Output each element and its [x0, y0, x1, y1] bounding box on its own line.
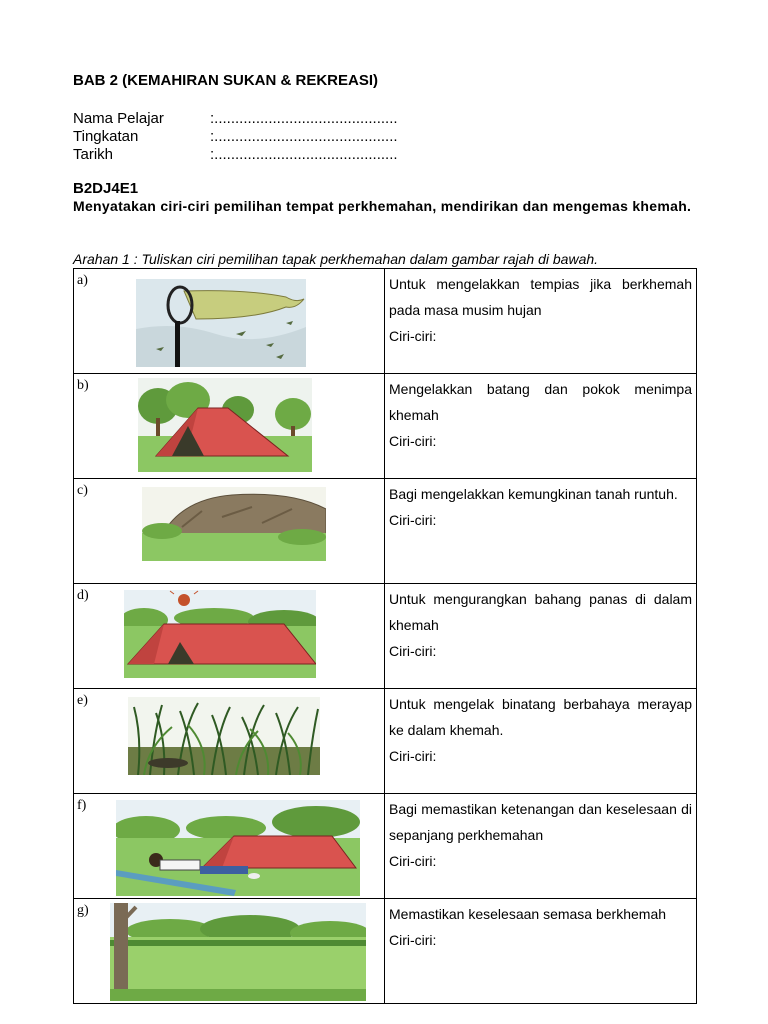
field-tarikh — [73, 146, 398, 164]
field-label: Tingkatan — [73, 128, 139, 145]
open-field-icon — [110, 903, 366, 1001]
row-letter: d) — [77, 588, 89, 603]
row-letter: e) — [77, 693, 88, 708]
section-objective: Menyatakan ciri-ciri pemilihan tempat perkhemahan, mendirikan dan mengemas khemah. — [73, 198, 692, 214]
tall-grass-icon — [128, 697, 320, 775]
tent-in-sun-icon — [124, 590, 316, 678]
hill-mound-icon — [142, 487, 326, 561]
table-row — [74, 899, 697, 1004]
field-blank: :............................................ — [210, 110, 398, 127]
table-row — [74, 794, 697, 899]
ciri-label: Ciri-ciri: — [389, 643, 437, 659]
field-label: Nama Pelajar — [73, 110, 164, 127]
section-code: B2DJ4E1 — [73, 180, 139, 197]
description-cell — [385, 899, 697, 1004]
ciri-label: Ciri-ciri: — [389, 433, 437, 449]
field-blank: :............................................ — [210, 128, 398, 145]
row-letter: g) — [77, 903, 89, 918]
field-blank: :............................................ — [210, 146, 398, 163]
picture-cell — [74, 689, 385, 794]
table-row — [74, 374, 697, 479]
description-cell — [385, 584, 697, 689]
description-text: Untuk mengelakkan tempias jika berkhemah pada masa musim hujan — [389, 276, 692, 318]
description-cell — [385, 269, 697, 374]
resting-camper-icon — [116, 800, 360, 896]
description-cell — [385, 689, 697, 794]
table-row — [74, 269, 697, 374]
tent-under-trees-icon — [138, 378, 312, 472]
description-cell — [385, 794, 697, 899]
row-letter: c) — [77, 483, 88, 498]
ciri-label: Ciri-ciri: — [389, 853, 437, 869]
ciri-label: Ciri-ciri: — [389, 328, 437, 344]
description-text: Bagi mengelakkan kemungkinan tanah runtuh. — [389, 486, 678, 502]
table-row — [74, 689, 697, 794]
instruction-text: Arahan 1 : Tuliskan ciri pemilihan tapak perkhemahan dalam gambar rajah di bawah. — [73, 251, 599, 267]
picture-cell — [74, 584, 385, 689]
field-label: Tarikh — [73, 146, 114, 163]
description-text: Bagi memastikan ketenangan dan keselesaan di sepanjang perkhemahan — [389, 801, 692, 843]
worksheet-table — [73, 268, 697, 1004]
description-text: Mengelakkan batang dan pokok menimpa khemah — [389, 381, 692, 423]
row-letter: b) — [77, 378, 89, 393]
field-tingkatan — [73, 128, 398, 146]
picture-cell — [74, 899, 385, 1004]
row-letter: a) — [77, 273, 88, 288]
windsock-icon — [136, 279, 306, 367]
table-row — [74, 584, 697, 689]
ciri-label: Ciri-ciri: — [389, 932, 437, 948]
picture-cell — [74, 269, 385, 374]
picture-cell — [74, 794, 385, 899]
description-text: Untuk mengelak binatang berbahaya merayap ke dalam khemah. — [389, 696, 692, 738]
picture-cell — [74, 374, 385, 479]
description-cell — [385, 479, 697, 584]
description-text: Untuk mengurangkan bahang panas di dalam khemah — [389, 591, 692, 633]
page-title: BAB 2 (KEMAHIRAN SUKAN & REKREASI) — [73, 72, 379, 89]
description-text: Memastikan keselesaan semasa berkhemah — [389, 906, 667, 922]
ciri-label: Ciri-ciri: — [389, 512, 437, 528]
description-cell — [385, 374, 697, 479]
picture-cell — [74, 479, 385, 584]
row-letter: f) — [77, 798, 87, 813]
ciri-label: Ciri-ciri: — [389, 748, 437, 764]
field-nama-pelajar — [73, 110, 398, 128]
table-row — [74, 479, 697, 584]
